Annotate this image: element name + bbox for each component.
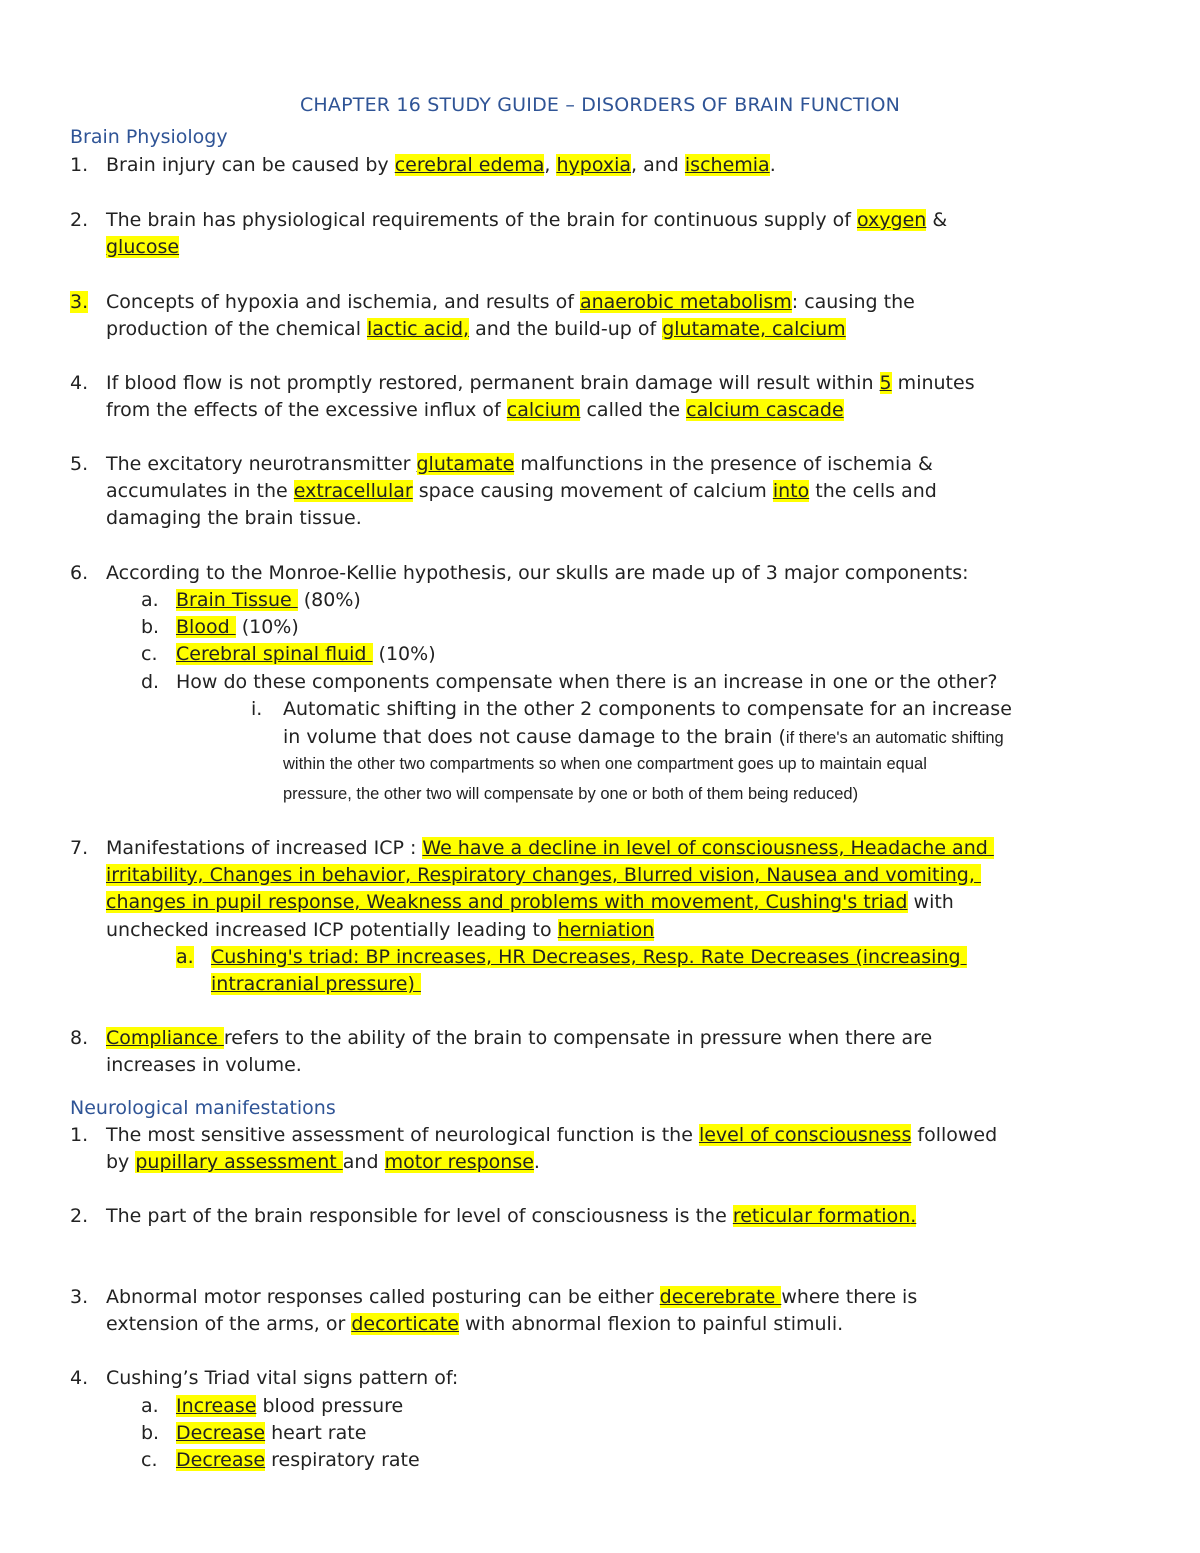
sub-letter: c. bbox=[141, 1449, 158, 1471]
list-item: Cushing’s Triad vital signs pattern of: bbox=[106, 1367, 459, 1389]
sub-item: Cushing's triad: BP increases, HR Decreases, Resp. Rate Decreases (increasing bbox=[211, 946, 967, 968]
list-item: According to the Monroe-Kellie hypothesis, our skulls are made up of 3 major components: bbox=[106, 562, 969, 584]
sub-letter: c. bbox=[141, 643, 158, 665]
list-number: 3. bbox=[70, 1286, 89, 1308]
list-item-continuation: unchecked increased ICP potentially leading to herniation bbox=[106, 919, 655, 941]
list-number: 2. bbox=[70, 1205, 89, 1227]
sub-sub-item-continuation: pressure, the other two will compensate by one or both of them being reduced) bbox=[283, 785, 859, 803]
list-item: Brain injury can be caused by cerebral edema, hypoxia, and ischemia. bbox=[106, 154, 776, 176]
sub-letter: a. bbox=[141, 589, 159, 611]
sub-letter: b. bbox=[141, 1422, 160, 1444]
list-item-continuation: from the effects of the excessive influx of calcium called the calcium cascade bbox=[106, 399, 844, 421]
list-number: 8. bbox=[70, 1027, 89, 1049]
list-number: 2. bbox=[70, 209, 89, 231]
list-number: 3. bbox=[70, 291, 89, 313]
list-item: The part of the brain responsible for level of consciousness is the reticular formation. bbox=[106, 1205, 917, 1227]
list-item-continuation: irritability, Changes in behavior, Respiratory changes, Blurred vision, Nausea and vomiting, bbox=[106, 864, 981, 886]
list-number: 1. bbox=[70, 154, 89, 176]
sub-item: How do these components compensate when there is an increase in one or the other? bbox=[176, 671, 998, 693]
list-number: 5. bbox=[70, 453, 89, 475]
list-number: 7. bbox=[70, 837, 89, 859]
sub-letter: d. bbox=[141, 671, 160, 693]
list-item: The brain has physiological requirements of the brain for continuous supply of oxygen & bbox=[106, 209, 948, 231]
list-item-continuation: changes in pupil response, Weakness and problems with movement, Cushing's triad with bbox=[106, 891, 954, 913]
page-title: CHAPTER 16 STUDY GUIDE – DISORDERS OF BRAIN FUNCTION bbox=[299, 94, 901, 116]
list-number: 4. bbox=[70, 1367, 89, 1389]
list-item-continuation: damaging the brain tissue. bbox=[106, 507, 362, 529]
sub-letter: a. bbox=[141, 1395, 159, 1417]
list-number: 6. bbox=[70, 562, 89, 584]
sub-letter: b. bbox=[141, 616, 160, 638]
sub-item: Decrease respiratory rate bbox=[176, 1449, 420, 1471]
list-item: The excitatory neurotransmitter glutamate malfunctions in the presence of ischemia & bbox=[106, 453, 933, 475]
list-number: 1. bbox=[70, 1124, 89, 1146]
sub-item: Increase blood pressure bbox=[176, 1395, 404, 1417]
list-item: The most sensitive assessment of neurological function is the level of consciousness followed bbox=[106, 1124, 998, 1146]
list-item-continuation: increases in volume. bbox=[106, 1054, 302, 1076]
list-item-continuation: glucose bbox=[106, 236, 180, 258]
sub-sub-item-continuation: in volume that does not cause damage to the brain (if there's an automatic shifting bbox=[283, 726, 1004, 748]
list-item: Compliance refers to the ability of the brain to compensate in pressure when there are bbox=[106, 1027, 933, 1049]
list-item-continuation: extension of the arms, or decorticate with abnormal flexion to painful stimuli. bbox=[106, 1313, 844, 1335]
list-item-continuation: by pupillary assessment and motor response. bbox=[106, 1151, 540, 1173]
sub-item: Brain Tissue (80%) bbox=[176, 589, 361, 611]
sub-item: Blood (10%) bbox=[176, 616, 299, 638]
sub-sub-item: Automatic shifting in the other 2 components to compensate for an increase bbox=[283, 698, 1012, 720]
list-item: Abnormal motor responses called posturing can be either decerebrate where there is bbox=[106, 1286, 918, 1308]
section-heading-brain-physiology: Brain Physiology bbox=[70, 126, 228, 148]
sub-item-continuation: intracranial pressure) bbox=[211, 973, 421, 995]
list-item: Concepts of hypoxia and ischemia, and results of anaerobic metabolism: causing the bbox=[106, 291, 915, 313]
section-heading-neurological-manifestations: Neurological manifestations bbox=[70, 1097, 336, 1119]
sub-item: Cerebral spinal fluid (10%) bbox=[176, 643, 436, 665]
sub-item: Decrease heart rate bbox=[176, 1422, 367, 1444]
list-item: If blood flow is not promptly restored, permanent brain damage will result within 5 minutes bbox=[106, 372, 975, 394]
sub-sub-item-continuation: within the other two compartments so when one compartment goes up to maintain equal bbox=[283, 755, 927, 773]
sub-letter: a. bbox=[176, 946, 194, 968]
list-item-continuation: accumulates in the extracellular space causing movement of calcium into the cells and bbox=[106, 480, 937, 502]
sub-roman: i. bbox=[251, 698, 263, 720]
list-item: Manifestations of increased ICP : We have a decline in level of consciousness, Headache and bbox=[106, 837, 994, 859]
list-number: 4. bbox=[70, 372, 89, 394]
list-item-continuation: production of the chemical lactic acid, and the build-up of glutamate, calcium bbox=[106, 318, 846, 340]
